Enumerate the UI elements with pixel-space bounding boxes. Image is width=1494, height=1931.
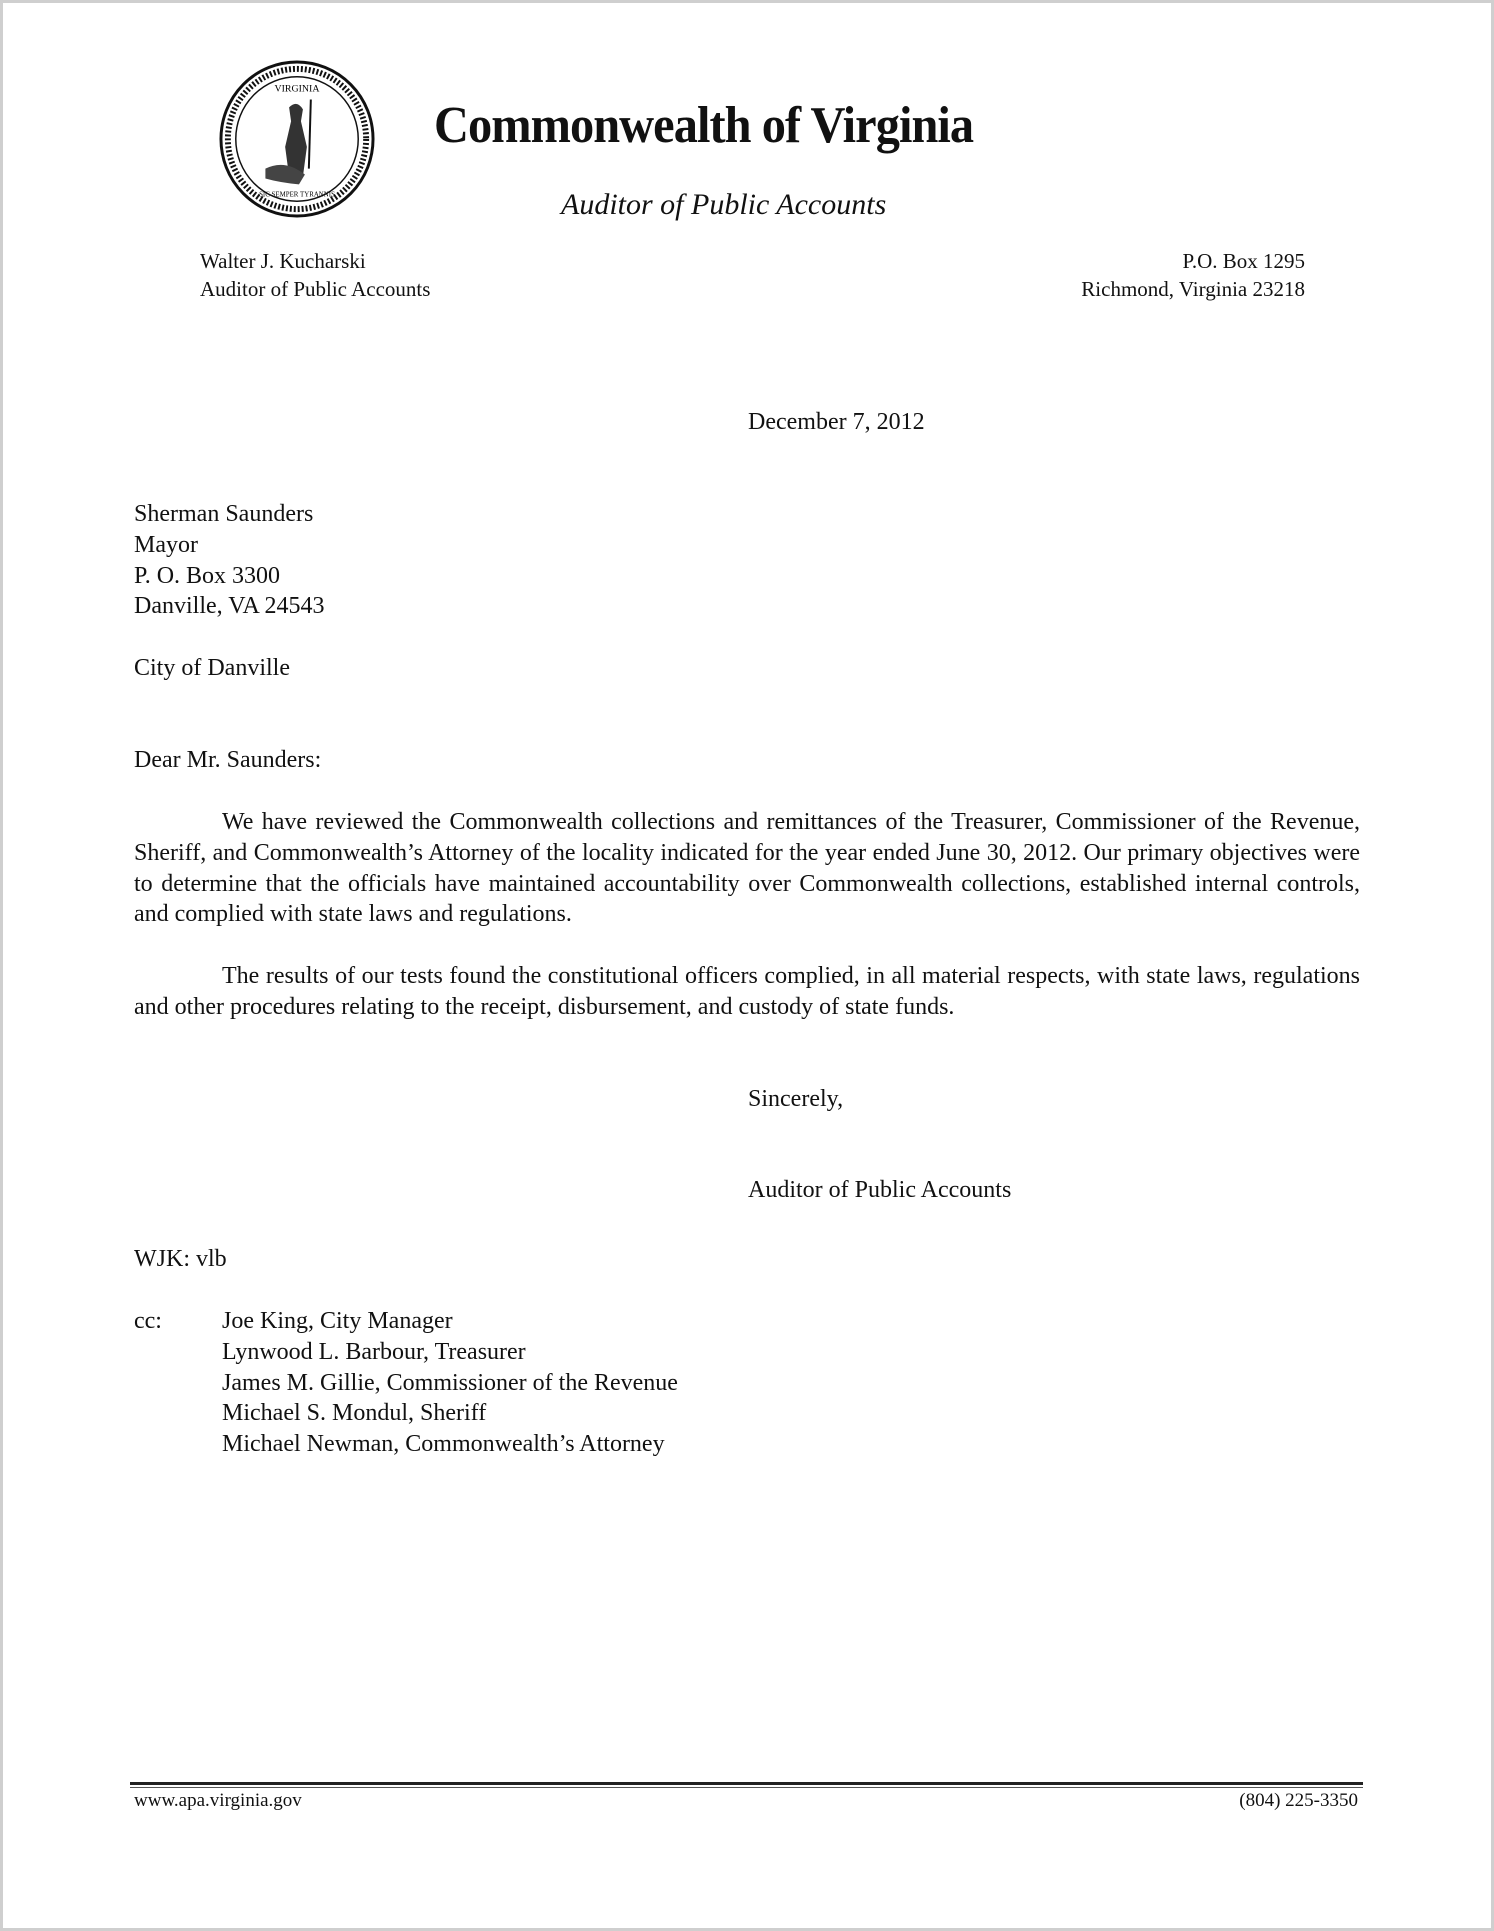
salutation: Dear Mr. Saunders: [134,747,322,773]
signature: Auditor of Public Accounts [748,1177,1012,1203]
footer-divider-thin [130,1787,1363,1788]
auditor-name: Walter J. Kucharski [200,249,366,273]
cc-item: James M. Gillie, Commissioner of the Revenue [222,1369,678,1396]
po-box: P.O. Box 1295 [1182,249,1305,273]
virginia-seal-logo [218,60,376,218]
paragraph-1-text: We have reviewed the Commonwealth collections and remittances of the Treasurer, Commissioner of the Revenue, Sheriff, and Commonwealth’s Attorney of the locality indicated for the year ended June 30, 2012. Our primary objectives were to determine that the officials have maintained accountability over Commonwealth collections, established internal controls, and complied with state laws and regulations. [134,809,1360,928]
cc-list [222,1306,678,1460]
svg-text:VIRGINIA: VIRGINIA [274,83,320,95]
footer-divider [130,1782,1363,1785]
auditor-block [200,247,430,303]
recipient-city: Danville, VA 24543 [134,593,325,620]
footer-website: www.apa.virginia.gov [134,1790,302,1811]
cc-item: Joe King, City Manager [222,1308,453,1334]
auditor-title: Auditor of Public Accounts [200,277,431,301]
cc-item: Michael Newman, Commonwealth’s Attorney [222,1431,665,1458]
locality: City of Danville [134,655,290,681]
recipient-po-box: P. O. Box 3300 [134,562,281,589]
svg-text:SIC SEMPER TYRANNIS: SIC SEMPER TYRANNIS [259,191,335,199]
recipient-title: Mayor [134,531,198,558]
city-state-zip: Richmond, Virginia 23218 [1081,277,1305,301]
cc-item: Lynwood L. Barbour, Treasurer [222,1338,526,1365]
letterhead-subtitle: Auditor of Public Accounts [561,188,887,221]
paragraph-2 [134,961,1360,1023]
recipient-name: Sherman Saunders [134,501,314,527]
cc-label: cc: [134,1308,162,1334]
address-block [1081,247,1305,303]
letter-date: December 7, 2012 [748,409,925,435]
initials: WJK: vlb [134,1246,227,1272]
cc-item: Michael S. Mondul, Sheriff [222,1400,487,1427]
letterhead-title: Commonwealth of Virginia [434,97,974,154]
paragraph-1 [134,807,1360,930]
closing: Sincerely, [748,1086,844,1112]
footer-phone: (804) 225-3350 [1239,1790,1358,1811]
recipient-address [134,499,324,622]
paragraph-2-text: The results of our tests found the constitutional officers complied, in all material respects, with state laws, regulations and other procedures relating to the receipt, disbursement, and custody of state funds. [134,963,1360,1020]
